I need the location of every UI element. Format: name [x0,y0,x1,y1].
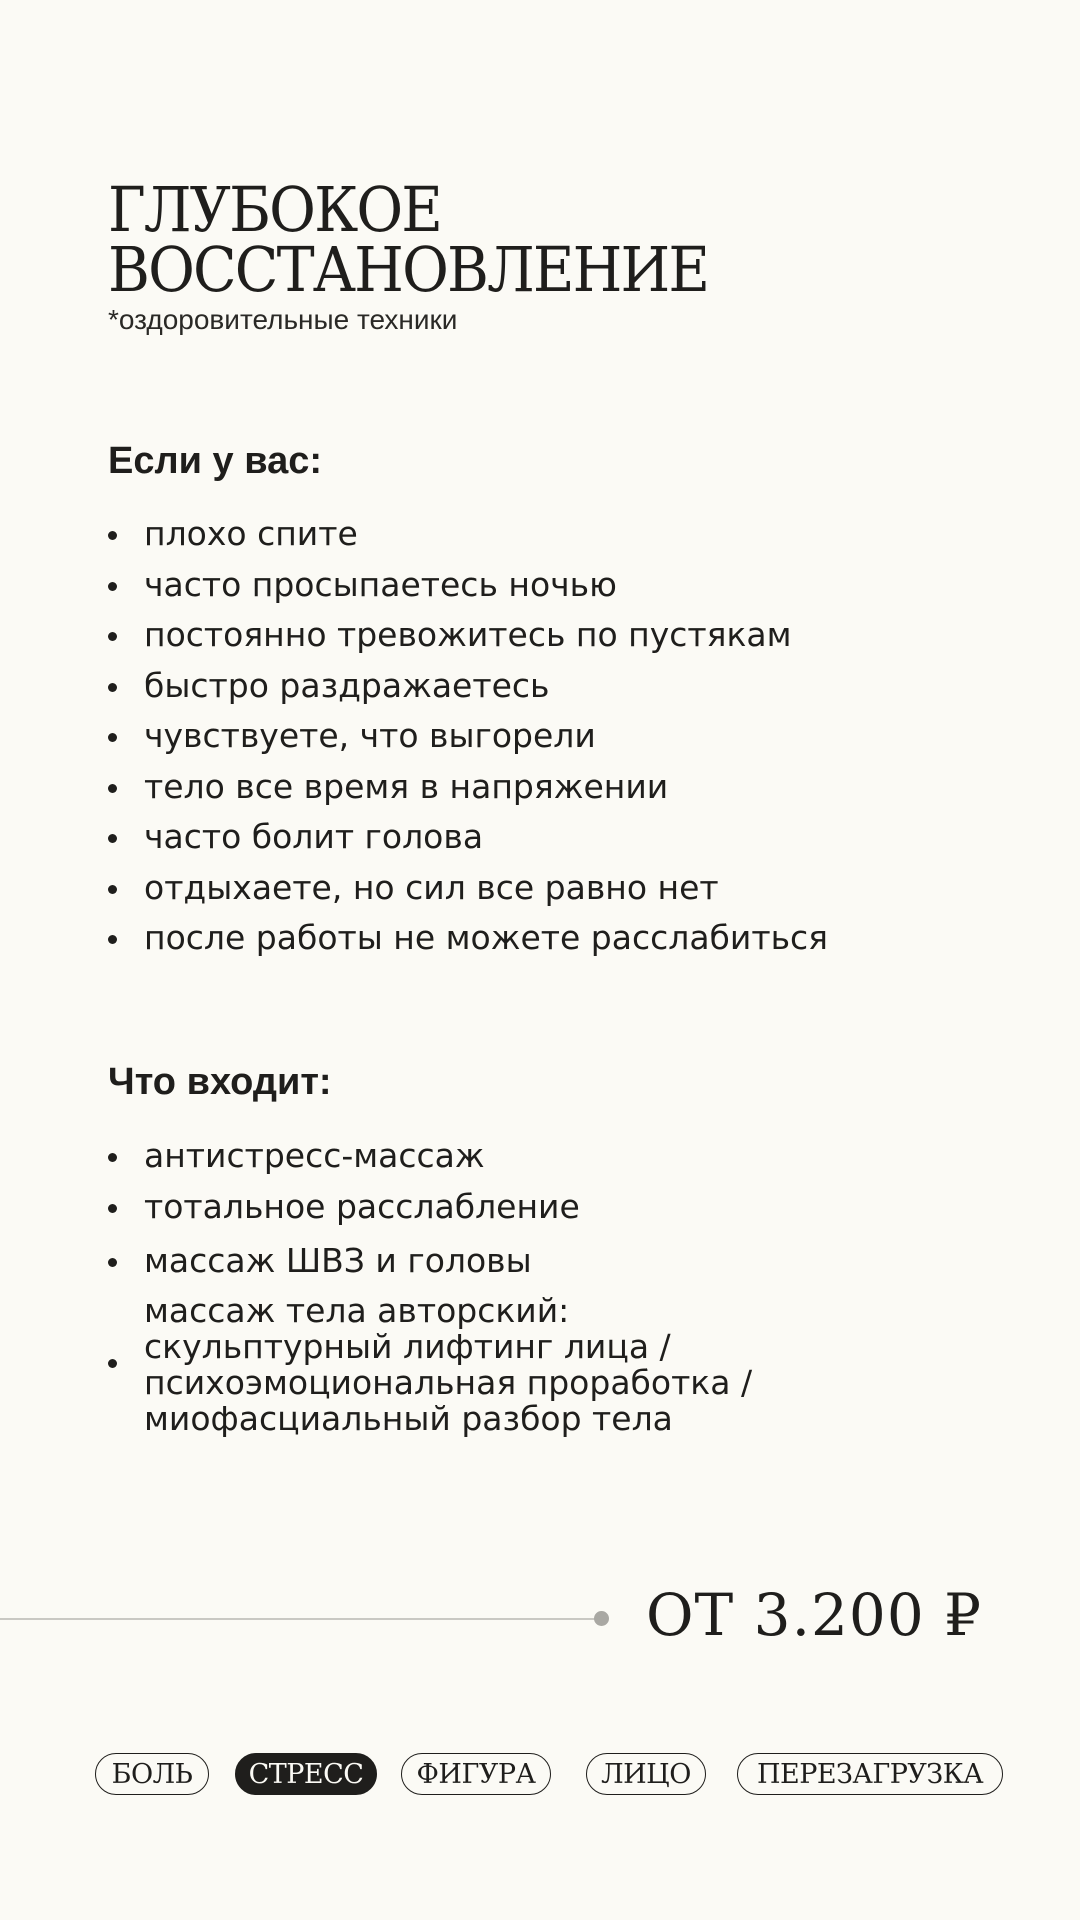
list-item: отдыхаете, но сил все равно нет [108,863,828,914]
title-line-2: ВОССТАНОВЛЕНИЕ [108,233,709,306]
body-massage-line: массаж тела авторский: [144,1290,570,1330]
body-massage-line: миофасциальный разбор тела [144,1398,673,1438]
list-item: массаж ШВЗ и головы [108,1236,752,1287]
list-item: тотальное расслабление [108,1182,752,1233]
page-title [108,173,709,306]
list-item: часто болит голова [108,812,828,863]
tag-face[interactable]: ЛИЦО [586,1753,706,1795]
included-heading: Что входит: [108,1061,332,1103]
symptoms-heading: Если у вас: [108,440,323,482]
list-item: быстро раздражаетесь [108,661,828,712]
category-tags [0,1753,1080,1797]
body-massage-line: психоэмоциональная проработка / [144,1362,753,1402]
tag-pain[interactable]: БОЛЬ [95,1753,209,1795]
list-item: чувствуете, что выгорели [108,711,828,762]
body-massage-line: скульптурный лифтинг лица / [144,1326,671,1366]
list-item: после работы не можете расслабиться [108,913,828,964]
list-item: тело все время в напряжении [108,762,828,813]
symptoms-list [108,509,828,964]
list-item: часто просыпаетесь ночью [108,560,828,611]
tag-reboot[interactable]: ПЕРЕЗАГРУЗКА [737,1753,1003,1795]
tag-figure[interactable]: ФИГУРА [401,1753,551,1795]
title-line-1: ГЛУБОКОЕ [108,173,442,246]
price-divider-dot [594,1611,609,1626]
included-list [108,1131,752,1437]
price-divider [0,1618,600,1620]
list-item-body-massage [108,1290,753,1438]
page-subtitle: *оздоровительные техники [108,304,458,335]
list-item: плохо спите [108,509,828,560]
tag-stress[interactable]: СТРЕСС [235,1753,377,1795]
list-item: постоянно тревожитесь по пустякам [108,610,828,661]
list-item: антистресс-массаж [108,1131,752,1182]
price-label: ОТ 3.200 ₽ [646,1581,983,1649]
